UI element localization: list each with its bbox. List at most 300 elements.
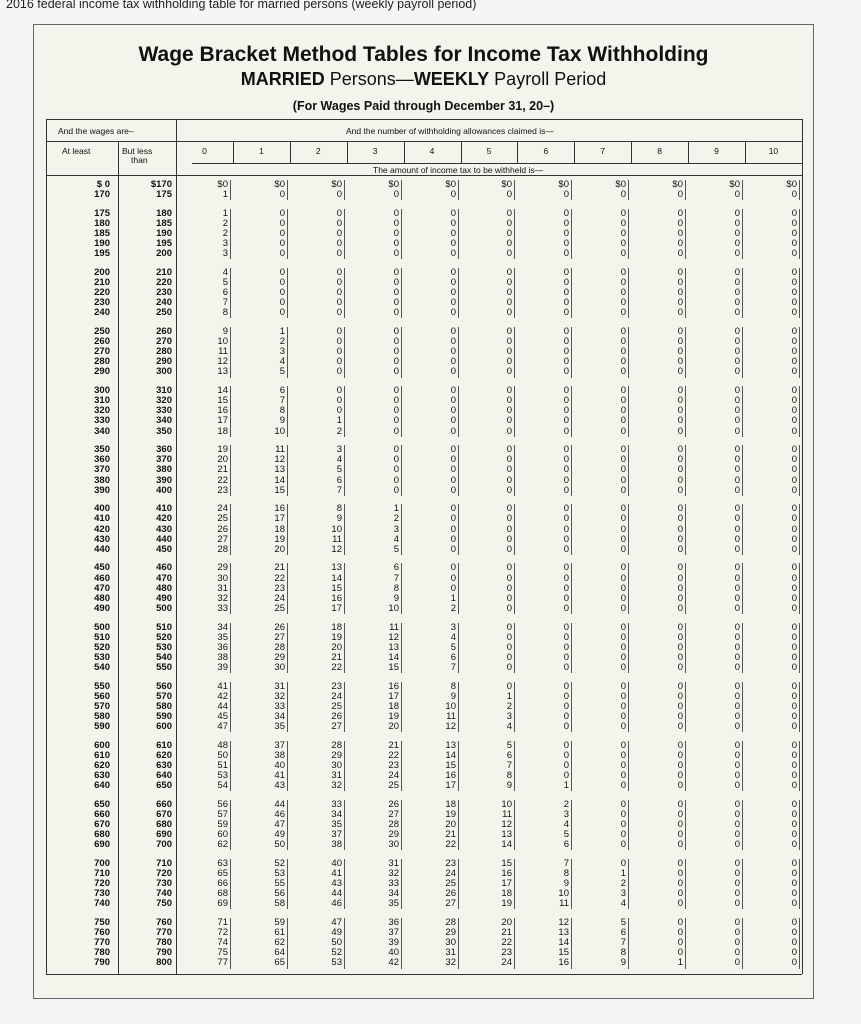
withholding-amount-cell: $0 (558, 179, 569, 190)
withholding-amount-cell: 12 (331, 543, 342, 555)
row-group-rule (571, 209, 572, 260)
withholding-amount-cell: 0 (791, 631, 797, 643)
wage-at-least-cell: 360 (94, 454, 110, 466)
withholding-amount-cell: 0 (734, 543, 740, 555)
withholding-amount-cell: 3 (506, 710, 512, 722)
withholding-amount-cell: 0 (791, 287, 797, 299)
withholding-amount-cell: $0 (615, 179, 626, 190)
withholding-amount-cell: 22 (501, 937, 512, 949)
withholding-amount-cell: 0 (620, 385, 626, 397)
withholding-amount-cell: 0 (620, 780, 626, 792)
row-group-rule (571, 268, 572, 319)
rule-header-bottom (46, 175, 802, 176)
withholding-amount-cell: 0 (506, 572, 512, 584)
withholding-amount-cell: 35 (388, 898, 399, 910)
withholding-amount-cell: 2 (336, 425, 342, 437)
withholding-amount-cell: 7 (336, 484, 342, 496)
withholding-amount-cell: 1 (222, 207, 228, 219)
withholding-amount-cell: 8 (563, 868, 569, 879)
withholding-amount-cell: 0 (450, 582, 456, 594)
withholding-amount-cell: 0 (791, 248, 797, 260)
withholding-amount-cell: 0 (677, 700, 683, 712)
withholding-amount-cell: 0 (791, 780, 797, 792)
wage-at-least-cell: 630 (94, 770, 110, 781)
row-group-rule (344, 386, 345, 437)
withholding-amount-cell: 0 (393, 277, 399, 288)
withholding-amount-cell: 0 (734, 957, 740, 969)
withholding-amount-cell: 0 (791, 868, 797, 879)
withholding-amount-cell: 0 (734, 927, 740, 939)
withholding-amount-cell: 0 (734, 680, 740, 692)
withholding-amount-cell: 0 (336, 287, 342, 299)
row-group-rule (571, 859, 572, 910)
withholding-amount-cell: 0 (677, 533, 683, 545)
withholding-amount-cell: 0 (734, 207, 740, 219)
withholding-amount-cell: 0 (791, 533, 797, 545)
but-less-header: But less (122, 146, 153, 156)
wage-but-less-than-cell: 730 (156, 878, 172, 890)
withholding-amount-cell: 0 (734, 937, 740, 949)
row-group-rule (514, 800, 515, 851)
withholding-amount-cell: 26 (445, 888, 456, 900)
wage-but-less-than-cell: 560 (156, 680, 172, 692)
withholding-amount-cell: 0 (393, 454, 399, 466)
wage-but-less-than-cell: 690 (156, 829, 172, 841)
withholding-amount-cell: 0 (336, 207, 342, 219)
withholding-amount-cell: 0 (450, 287, 456, 299)
withholding-amount-cell: 0 (563, 307, 569, 319)
withholding-amount-cell: 30 (388, 839, 399, 851)
wage-at-least-cell: 440 (94, 543, 110, 555)
withholding-amount-cell: 0 (734, 366, 740, 378)
withholding-amount-cell: 0 (620, 721, 626, 732)
withholding-amount-cell: 0 (393, 297, 399, 309)
withholding-amount-cell: 0 (677, 454, 683, 466)
withholding-amount-cell: 59 (274, 917, 285, 928)
withholding-amount-cell: 0 (677, 721, 683, 732)
withholding-amount-cell: 2 (279, 336, 285, 348)
withholding-amount-cell: 25 (331, 700, 342, 712)
wage-but-less-than-cell: 340 (156, 415, 172, 427)
row-group-rule (799, 445, 800, 496)
withholding-amount-cell: 2 (620, 878, 626, 890)
withholding-amount-cell: 0 (336, 356, 342, 368)
withholding-amount-cell: 24 (274, 592, 285, 604)
withholding-amount-cell: 29 (274, 651, 285, 663)
row-group-rule (514, 504, 515, 555)
withholding-amount-cell: 49 (274, 829, 285, 841)
withholding-amount-cell: 0 (791, 395, 797, 407)
withholding-amount-cell: 15 (558, 947, 569, 959)
withholding-amount-cell: 0 (734, 947, 740, 959)
withholding-amount-cell: 0 (563, 207, 569, 219)
withholding-amount-cell: 0 (677, 562, 683, 574)
withholding-amount-cell: 54 (217, 780, 228, 792)
wage-at-least-cell: 560 (94, 690, 110, 702)
withholding-amount-cell: 65 (217, 868, 228, 879)
row-group-rule (742, 918, 743, 969)
wage-but-less-than-cell: 650 (156, 780, 172, 792)
row-group-rule (685, 386, 686, 437)
withholding-amount-cell: 0 (734, 228, 740, 239)
withholding-amount-cell: 0 (450, 356, 456, 368)
wage-at-least-cell: 310 (94, 395, 110, 407)
withholding-amount-cell: 58 (274, 898, 285, 910)
subtitle-weekly: WEEKLY (413, 69, 490, 89)
rule-but-less (176, 119, 177, 974)
row-group-rule (401, 682, 402, 733)
withholding-amount-cell: 26 (217, 523, 228, 535)
wage-at-least-cell: 340 (94, 425, 110, 437)
withholding-amount-cell: 0 (563, 385, 569, 397)
wage-but-less-than-cell: 460 (156, 562, 172, 574)
withholding-amount-cell: 0 (563, 444, 569, 456)
withholding-amount-cell: 10 (388, 602, 399, 614)
withholding-amount-cell: 4 (563, 819, 569, 830)
withholding-amount-cell: 0 (791, 770, 797, 781)
withholding-amount-cell: 0 (677, 819, 683, 830)
withholding-amount-cell: 0 (620, 562, 626, 574)
withholding-amount-cell: 21 (501, 927, 512, 939)
wage-at-least-cell: 660 (94, 808, 110, 820)
withholding-amount-cell: 0 (620, 336, 626, 348)
wage-at-least-cell: 500 (94, 621, 110, 633)
withholding-amount-cell: 9 (393, 592, 399, 604)
withholding-amount-cell: 0 (563, 661, 569, 673)
withholding-amount-cell: 0 (336, 326, 342, 337)
wage-but-less-than-cell: 190 (156, 228, 172, 239)
withholding-amount-cell: 50 (331, 937, 342, 949)
withholding-amount-cell: 2 (222, 217, 228, 229)
withholding-amount-cell: 0 (506, 217, 512, 229)
withholding-amount-cell: 5 (450, 641, 456, 653)
withholding-amount-cell: 0 (563, 631, 569, 643)
row-group-rule (287, 800, 288, 851)
withholding-amount-cell: 0 (279, 189, 285, 201)
withholding-amount-cell: 24 (331, 690, 342, 702)
withholding-amount-cell: 0 (336, 238, 342, 250)
row-group-rule (742, 504, 743, 555)
withholding-amount-cell: 5 (563, 829, 569, 841)
row-group-rule (799, 386, 800, 437)
withholding-amount-cell: 0 (791, 503, 797, 515)
row-group-rule (571, 918, 572, 969)
withholding-amount-cell: 0 (336, 248, 342, 260)
withholding-amount-cell: 0 (563, 356, 569, 368)
withholding-amount-cell: 13 (217, 366, 228, 378)
wage-but-less-than-cell: 750 (156, 898, 172, 910)
withholding-amount-cell: 32 (331, 780, 342, 792)
withholding-amount-cell: 0 (336, 385, 342, 397)
row-group-rule (458, 800, 459, 851)
wage-at-least-cell: 710 (94, 868, 110, 879)
withholding-amount-cell: 0 (563, 513, 569, 525)
row-group-rule (401, 209, 402, 260)
withholding-amount-cell: 16 (331, 592, 342, 604)
allowance-column-header: 8 (657, 146, 662, 156)
withholding-amount-cell: 4 (393, 533, 399, 545)
withholding-amount-cell: 0 (393, 464, 399, 476)
withholding-amount-cell: 7 (506, 759, 512, 771)
withholding-amount-cell: 0 (734, 307, 740, 319)
withholding-amount-cell: 0 (450, 266, 456, 278)
wage-at-least-cell: 580 (94, 710, 110, 722)
withholding-amount-cell: 0 (677, 947, 683, 959)
withholding-amount-cell: 0 (677, 868, 683, 879)
row-group-rule (458, 504, 459, 555)
withholding-amount-cell: 50 (217, 749, 228, 761)
row-group-rule (287, 504, 288, 555)
row-group-rule (742, 209, 743, 260)
withholding-amount-cell: 17 (501, 878, 512, 890)
wage-but-less-than-cell: 360 (156, 444, 172, 456)
withholding-amount-cell: 0 (450, 346, 456, 358)
row-group-rule (458, 859, 459, 910)
withholding-amount-cell: 0 (677, 336, 683, 348)
row-group-rule (230, 800, 231, 851)
withholding-amount-cell: 0 (791, 307, 797, 319)
withholding-amount-cell: 0 (791, 710, 797, 722)
withholding-amount-cell: 0 (506, 543, 512, 555)
withholding-amount-cell: 0 (393, 336, 399, 348)
withholding-amount-cell: 0 (450, 307, 456, 319)
withholding-amount-cell: 11 (559, 898, 569, 910)
withholding-amount-cell: 21 (445, 829, 456, 841)
withholding-amount-cell: 0 (620, 700, 626, 712)
withholding-amount-cell: 2 (563, 798, 569, 810)
withholding-amount-cell: 0 (506, 513, 512, 525)
withholding-amount-cell: 25 (217, 513, 228, 525)
withholding-amount-cell: 0 (563, 533, 569, 545)
withholding-amount-cell: 0 (677, 878, 683, 890)
withholding-amount-cell: 0 (791, 957, 797, 969)
withholding-amount-cell: 48 (217, 739, 228, 751)
withholding-amount-cell: 0 (393, 189, 399, 201)
table-subtitle (34, 69, 813, 90)
withholding-amount-cell: 0 (506, 621, 512, 633)
withholding-amount-cell: 0 (791, 808, 797, 820)
row-group-rule (344, 268, 345, 319)
withholding-amount-cell: 41 (217, 680, 228, 692)
withholding-amount-cell: 0 (791, 937, 797, 949)
withholding-amount-cell: 0 (791, 917, 797, 928)
withholding-amount-cell: 11 (389, 621, 399, 633)
withholding-amount-cell: 0 (620, 356, 626, 368)
withholding-amount-cell: 0 (620, 503, 626, 515)
row-group-rule (287, 268, 288, 319)
wage-at-least-cell: 550 (94, 680, 110, 692)
withholding-amount-cell: 0 (506, 592, 512, 604)
withholding-amount-cell: 0 (734, 739, 740, 751)
withholding-amount-cell: 41 (331, 868, 342, 879)
withholding-amount-cell: 0 (677, 602, 683, 614)
wage-but-less-than-cell: 540 (156, 651, 172, 663)
row-group-rule (344, 504, 345, 555)
withholding-amount-cell: 0 (506, 651, 512, 663)
withholding-amount-cell: 28 (388, 819, 399, 830)
withholding-amount-cell: 4 (279, 356, 285, 368)
withholding-amount-cell: 17 (331, 602, 342, 614)
withholding-amount-cell: 0 (563, 721, 569, 732)
withholding-amount-cell: 30 (217, 572, 228, 584)
withholding-amount-cell: 0 (620, 444, 626, 456)
row-group-rule (514, 563, 515, 614)
withholding-amount-cell: 18 (274, 523, 285, 535)
withholding-amount-cell: 16 (274, 503, 285, 515)
withholding-amount-cell: 0 (677, 248, 683, 260)
row-group-rule (514, 445, 515, 496)
withholding-amount-cell: 19 (217, 444, 228, 456)
withholding-amount-cell: 0 (563, 474, 569, 486)
wage-at-least-cell: 790 (94, 957, 110, 969)
withholding-amount-cell: $0 (729, 179, 740, 190)
wage-but-less-than-cell: 240 (156, 297, 172, 309)
withholding-amount-cell: 0 (677, 749, 683, 761)
withholding-amount-cell: 0 (677, 189, 683, 201)
withholding-amount-cell: 20 (217, 454, 228, 466)
withholding-amount-cell: 0 (734, 621, 740, 633)
withholding-amount-cell: 14 (501, 839, 512, 851)
withholding-amount-cell: 0 (506, 266, 512, 278)
withholding-amount-cell: 42 (217, 690, 228, 702)
withholding-amount-cell: 0 (734, 641, 740, 653)
withholding-amount-cell: 0 (336, 405, 342, 417)
wage-but-less-than-cell: 610 (156, 739, 172, 751)
withholding-amount-cell: 0 (506, 277, 512, 288)
row-group-rule (742, 800, 743, 851)
withholding-amount-cell: 0 (677, 770, 683, 781)
withholding-amount-cell: 0 (677, 356, 683, 368)
withholding-amount-cell: 0 (677, 287, 683, 299)
withholding-amount-cell: 28 (274, 641, 285, 653)
withholding-amount-cell: 0 (677, 297, 683, 309)
wage-but-less-than-cell: 720 (156, 868, 172, 879)
withholding-amount-cell: 0 (506, 444, 512, 456)
withholding-amount-cell: 0 (279, 307, 285, 319)
withholding-amount-cell: 0 (791, 444, 797, 456)
wage-at-least-cell: 240 (94, 307, 110, 319)
withholding-amount-cell: 0 (734, 266, 740, 278)
withholding-amount-cell: 0 (563, 189, 569, 201)
wage-but-less-than-cell: 330 (156, 405, 172, 417)
withholding-amount-cell: $0 (445, 179, 456, 190)
wage-at-least-cell: 570 (94, 700, 110, 712)
withholding-amount-cell: 0 (677, 503, 683, 515)
row-group-rule (514, 268, 515, 319)
withholding-amount-cell: 0 (563, 346, 569, 358)
withholding-amount-cell: 3 (222, 248, 228, 260)
withholding-amount-cell: 0 (620, 770, 626, 781)
wage-at-least-cell: 690 (94, 839, 110, 851)
row-group-rule (628, 445, 629, 496)
wage-at-least-cell: 370 (94, 464, 110, 476)
withholding-amount-cell: 0 (563, 415, 569, 427)
withholding-amount-cell: 0 (677, 690, 683, 702)
row-group-rule (799, 268, 800, 319)
withholding-amount-cell: 0 (677, 277, 683, 288)
withholding-amount-cell: 29 (217, 562, 228, 574)
withholding-amount-cell: 21 (388, 739, 399, 751)
withholding-amount-cell: 8 (336, 503, 342, 515)
row-group-rule (685, 563, 686, 614)
withholding-amount-cell: 4 (620, 898, 626, 910)
withholding-amount-cell: 0 (677, 207, 683, 219)
row-group-rule (799, 800, 800, 851)
withholding-amount-cell: 27 (388, 808, 399, 820)
row-group-rule (742, 180, 743, 200)
withholding-amount-cell: 62 (274, 937, 285, 949)
wage-at-least-cell: 530 (94, 651, 110, 663)
withholding-amount-cell: 65 (274, 957, 285, 969)
withholding-amount-cell: 72 (217, 927, 228, 939)
withholding-amount-cell: 0 (791, 878, 797, 890)
withholding-amount-cell: 27 (445, 898, 456, 910)
withholding-amount-cell: 0 (791, 721, 797, 732)
withholding-amount-cell: 0 (620, 819, 626, 830)
withholding-amount-cell: 0 (677, 346, 683, 358)
withholding-amount-cell: 0 (791, 385, 797, 397)
withholding-amount-cell: 0 (677, 829, 683, 841)
withholding-amount-cell: 0 (734, 395, 740, 407)
withholding-amount-cell: 23 (331, 680, 342, 692)
row-group-rule (685, 268, 686, 319)
row-group-rule (571, 445, 572, 496)
withholding-amount-cell: 0 (734, 690, 740, 702)
wage-at-least-cell: 200 (94, 266, 110, 278)
wage-but-less-than-cell: 480 (156, 582, 172, 594)
wage-at-least-cell: 680 (94, 829, 110, 841)
wage-at-least-cell: 300 (94, 385, 110, 397)
withholding-amount-cell: 3 (620, 888, 626, 900)
figure-caption: 2016 federal income tax withholding table for married persons (weekly payroll period) (6, 0, 477, 11)
wage-but-less-than-cell: 470 (156, 572, 172, 584)
withholding-amount-cell: 5 (506, 739, 512, 751)
withholding-amount-cell: 30 (445, 937, 456, 949)
withholding-amount-cell: 0 (563, 277, 569, 288)
withholding-amount-cell: 18 (501, 888, 512, 900)
row-group-rule (742, 445, 743, 496)
row-group-rule (742, 682, 743, 733)
withholding-amount-cell: 0 (336, 395, 342, 407)
withholding-amount-cell: 26 (274, 621, 285, 633)
row-group-rule (571, 800, 572, 851)
withholding-amount-cell: 0 (563, 523, 569, 535)
withholding-amount-cell: 0 (734, 277, 740, 288)
withholding-amount-cell: 17 (274, 513, 285, 525)
withholding-amount-cell: 0 (450, 326, 456, 337)
at-least-header: At least (62, 146, 91, 156)
withholding-amount-cell: 66 (217, 878, 228, 890)
wage-but-less-than-cell: 390 (156, 474, 172, 486)
row-group-rule (401, 623, 402, 674)
withholding-amount-cell: 0 (734, 356, 740, 368)
row-group-rule (628, 741, 629, 792)
withholding-amount-cell: 0 (450, 464, 456, 476)
row-group-rule (685, 327, 686, 378)
withholding-amount-cell: 42 (388, 957, 399, 969)
row-group-rule (344, 918, 345, 969)
withholding-amount-cell: 9 (563, 878, 569, 890)
withholding-amount-cell: 21 (217, 464, 228, 476)
wage-but-less-than-cell: 400 (156, 484, 172, 496)
withholding-amount-cell: 0 (620, 464, 626, 476)
withholding-amount-cell: 11 (218, 346, 228, 358)
row-group-rule (230, 682, 231, 733)
withholding-amount-cell: 3 (222, 238, 228, 250)
withholding-amount-cell: 0 (791, 562, 797, 574)
row-group-rule (571, 623, 572, 674)
wages-header: And the wages are– (58, 126, 134, 136)
